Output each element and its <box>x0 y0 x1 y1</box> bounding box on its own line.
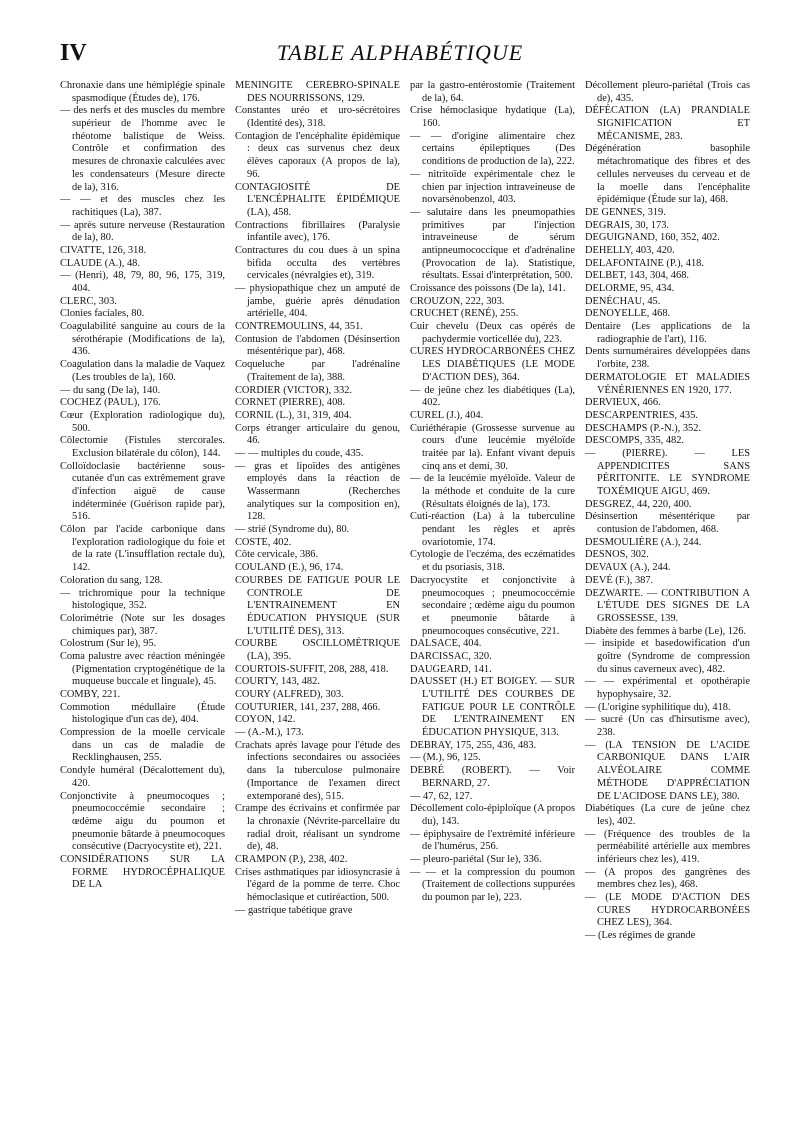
index-entry: CONSIDÉRATIONS SUR LA FORME HYDROCÉPHALIQUE DE LA <box>60 853 225 891</box>
index-entry: — épiphysaire de l'extrémité inférieure de l'humérus, 256. <box>410 828 575 853</box>
index-entry: Conjonctivite à pneumocoques ; pneumococcémie secondaire ; œdème aigu du poumon et pneumonie bâtarde à pneumocoques consécutive (Dacryocystite et), 221. <box>60 790 225 853</box>
index-entry: DERMATOLOGIE ET MALADIES VÉNÉRIENNES EN 1920, 177. <box>585 371 750 396</box>
index-entry: Côlectomie (Fistules stercorales. Exclusion bilatérale du côlon), 144. <box>60 435 225 459</box>
index-entry: DENOYELLE, 468. <box>585 308 671 320</box>
index-entry: CRAMPON (P.), 238, 402. <box>235 853 348 865</box>
index-entry: CLERC, 303. <box>60 295 117 307</box>
index-entry: DÉFÉCATION (LA) PRANDIALE SIGNIFICATION ET MÉCANISME, 283. <box>585 105 750 142</box>
index-entry: CORNIL (L.), 31, 319, 404. <box>235 409 352 421</box>
index-entry: — 47, 62, 127. <box>410 790 473 802</box>
index-entry: Coloration du sang, 128. <box>60 574 163 586</box>
index-entry: DENÉCHAU, 45. <box>585 295 661 307</box>
page-number: IV <box>60 40 87 66</box>
index-entry: COUTURIER, 141, 237, 288, 466. <box>235 701 381 713</box>
index-entry: CLAUDE (A.), 48. <box>60 257 140 269</box>
index-entry: DAUGEARD, 141. <box>410 663 492 675</box>
index-entry: Coagulabilité sanguine au cours de la sérothérapie (Modifications de la), 436. <box>60 321 225 358</box>
index-entry: Contractions fibrillaires (Paralysie infantile avec), 176. <box>235 219 400 244</box>
index-entry: COURTOIS-SUFFIT, 208, 288, 418. <box>235 663 389 675</box>
index-column-1 <box>60 80 225 1140</box>
index-entry: DESNOS, 302. <box>585 549 649 561</box>
index-entry: — (PIERRE). — LES APPENDICITES SANS PÉRITONITE. LE SYNDROME TOXÉMIQUE AIGU, 469. <box>585 447 750 497</box>
index-entry: — — multiples du coude, 435. <box>235 447 364 459</box>
index-entry: Corps étranger articulaire du genou, 46. <box>235 422 400 447</box>
index-entry: COURBES DE FATIGUE POUR LE CONTROLE DE L'ENTRAINEMENT EN ÉDUCATION PHYSIQUE (SUR L'UTILITÉ DES), 313. <box>235 574 400 637</box>
index-entry: CUREL (J.), 404. <box>410 409 484 421</box>
index-entry: — du sang (De la), 140. <box>60 384 161 396</box>
index-entry: — de la leucémie myéloïde. Valeur de la méthode et conduite de la cure (Résultats éloignés de la), 173. <box>410 473 575 510</box>
index-entry: Commotion médullaire (Étude histologique d'un cas de), 404. <box>60 701 225 726</box>
index-entry: Diabète des femmes à barbe (Le), 126. <box>585 625 746 637</box>
index-entry: DELAFONTAINE (P.), 418. <box>585 257 704 269</box>
index-entry: CIVATTE, 126, 318. <box>60 244 147 256</box>
index-entry: — insipide et basedowification d'un goître (Syndrome de compression du sinus caverneux avec), 482. <box>585 638 750 675</box>
index-entry: DEZWARTE. — CONTRIBUTION A L'ÉTUDE DES SIGNES DE LA GROSSESSE, 139. <box>585 587 750 624</box>
index-column-4 <box>585 80 750 1140</box>
index-entry: COURTY, 143, 482. <box>235 676 320 688</box>
page-header <box>60 40 740 72</box>
index-entry: DESGREZ, 44, 220, 400. <box>585 498 692 510</box>
index-entry: Cœur (Exploration radiologique du), 500. <box>60 409 225 434</box>
index-entry: Désinsertion mésentérique par contusion de l'abdomen, 468. <box>585 511 750 536</box>
index-entry: Contusion de l'abdomen (Désinsertion mésentérique par), 468. <box>235 333 400 358</box>
index-entry: Crises asthmatiques par idiosyncrasie à l'égard de la pomme de terre. Choc hémoclasique et cutiréaction, 500. <box>235 866 400 903</box>
index-entry: DEGUIGNAND, 160, 352, 402. <box>585 232 720 244</box>
index-entry: par la gastro-entérostomie (Traitement de la), 64. <box>410 80 575 104</box>
index-entry: — — et la compression du poumon (Traitement de collections suppurées du poumon par le), 223. <box>410 866 575 903</box>
index-entry: — (A propos des gangrènes des membres chez les), 468. <box>585 866 750 891</box>
index-entry: DEGRAIS, 30, 173. <box>585 219 669 231</box>
index-entry: DEBRAY, 175, 255, 436, 483. <box>410 739 537 751</box>
index-entry: — gras et lipoïdes des antigènes employés dans la réaction de Wassermann (Recherches analytiques sur la composition en), 128. <box>235 460 400 523</box>
index-entry: Croissance des poissons (De la), 141. <box>410 283 566 294</box>
index-entry: DAUSSET (H.) ET BOIGEY. — SUR L'UTILITÉ DES COURBES DE FATIGUE POUR LE CONTRÔLE DE L'ENTRAINEMENT EN ÉDUCATION PHYSIQUE, 313. <box>410 676 575 739</box>
index-entry: — (A.-M.), 173. <box>235 727 304 739</box>
index-entry: — (Fréquence des troubles de la perméabilité artérielle aux membres inférieurs chez les), 419. <box>585 828 750 865</box>
index-entry: Coqueluche par l'adrénaline (Traitement de la), 388. <box>235 359 400 383</box>
index-column-3 <box>410 80 575 1140</box>
index-entry: CRUCHET (RENÉ), 255. <box>410 308 519 320</box>
index-entry: COURY (ALFRED), 303. <box>235 689 344 700</box>
index-entry: — strié (Syndrome du), 80. <box>235 524 350 536</box>
index-entry: Coagulation dans la maladie de Vaquez (Les troubles de la), 160. <box>60 359 225 383</box>
index-entry: Décollement pleuro-pariétal (Trois cas de), 435. <box>585 80 750 104</box>
index-entry: — (LA TENSION DE L'ACIDE CARBONIQUE DANS L'AIR ALVÉOLAIRE COMME MÉTHODE D'APPRÉCIATION DE L'ACIDOSE DANS LE), 380. <box>585 739 750 802</box>
index-column-2 <box>235 80 400 1140</box>
index-entry: DESCARPENTRIES, 435. <box>585 409 698 421</box>
index-entry: Côte cervicale, 386. <box>235 549 319 561</box>
index-entry: DEVAUX (A.), 244. <box>585 562 671 574</box>
index-entry: DELBET, 143, 304, 468. <box>585 270 689 282</box>
index-entry: MÉNINGITE CÉRÉBRO-SPINALE DES NOURRISSONS, 129. <box>235 80 400 104</box>
index-entry: DESCHAMPS (P.-N.), 352. <box>585 422 702 434</box>
index-entry: Dacryocystite et conjonctivite à pneumocoques ; pneumococcémie secondaire ; œdème aigu du poumon et pneumonie bâtarde à pneumocoques consécutive, 221. <box>410 574 575 637</box>
index-entry: — après suture nerveuse (Restauration de la), 80. <box>60 219 225 244</box>
index-entry: DEHELLY, 403, 420. <box>585 244 675 256</box>
index-entry: CURES HYDROCARBONÉES CHEZ LES DIABÉTIQUES (LE MODE D'ACTION DES), 364. <box>410 346 575 383</box>
index-entry: — des nerfs et des muscles du membre supérieur de l'homme avec le rhéotome balistique de Weiss. Contrôle et confirmation des mesures de chronaxie calculées avec les condensateurs (Mesure directe de la), 316. <box>60 105 225 193</box>
index-entry: — pleuro-pariétal (Sur le), 336. <box>410 853 542 865</box>
index-entry: DEVÉ (F.), 387. <box>585 574 654 586</box>
index-entry: Compression de la moelle cervicale dans un cas de maladie de Recklinghausen, 255. <box>60 727 225 764</box>
index-entry: COYON, 142. <box>235 714 296 726</box>
index-entry: COMBY, 221. <box>60 689 121 700</box>
index-entry: Diabétiques (La cure de jeûne chez les), 402. <box>585 803 750 827</box>
index-entry: Dents surnuméraires développées dans l'orbite, 238. <box>585 346 750 371</box>
index-entry: DARCISSAC, 320. <box>410 650 492 662</box>
index-entry: Cuir chevelu (Deux cas opérés de pachydermie vorticellée du), 223. <box>410 321 575 345</box>
index-entry: Crampe des écrivains et confirmée par la chronaxie (Névrite-parcellaire du radial droit, réalisant un syndrome de), 48. <box>235 803 400 853</box>
index-entry: CONTREMOULINS, 44, 351. <box>235 321 363 333</box>
index-entry: Crachats après lavage pour l'étude des infections secondaires ou associées dans la tuberculose pulmonaire (Importance de l'examen direct extemporané des), 515. <box>235 739 400 802</box>
index-entry: Contractures du cou dues à un spina bifida occulta des vertèbres cervicales (névralgies et), 319. <box>235 244 400 282</box>
index-entry: COURBE OSCILLOMÉTRIQUE (LA), 395. <box>235 638 400 662</box>
index-entry: — — d'origine alimentaire chez certains épileptiques (Des conditions de production de la), 222. <box>410 130 575 168</box>
index-entry: Cytologie de l'eczéma, des eczématides et du psoriasis, 318. <box>410 549 575 574</box>
index-entry: CORNET (PIERRE), 408. <box>235 397 346 409</box>
index-entry: Chronaxie dans une hémiplégie spinale spasmodique (Études de), 176. <box>60 80 225 104</box>
index-entry: DEBRÉ (ROBERT). — Voir BERNARD, 27. <box>410 765 575 789</box>
index-entry: Constantes uréo et uro-sécrétoires (Identité des), 318. <box>235 105 400 130</box>
index-entry: DE GENNES, 319. <box>585 206 666 218</box>
index-entry: Clonies faciales, 80. <box>60 308 145 320</box>
index-entry: — trichromique pour la technique histologique, 352. <box>60 587 225 612</box>
index-entry: Curiéthérapie (Grossesse survenue au cours d'une leucémie myéloïde traitée par la). Enfant vivant depuis cinq ans et demi, 30. <box>410 422 575 472</box>
index-columns <box>60 80 750 1140</box>
index-entry: Décollement colo-épiploïque (A propos du), 143. <box>410 803 575 827</box>
index-entry: — (LE MODE D'ACTION DES CURES HYDROCARBONÉES CHEZ LES), 364. <box>585 892 750 929</box>
index-entry: — nitritoïde expérimentale chez le chien par injection intraveineuse de novarsénobenzol, 403. <box>410 168 575 206</box>
index-entry: Contagion de l'encéphalite épidémique : deux cas survenus chez deux élèves caporaux (A propos de la), 96. <box>235 130 400 180</box>
index-entry: CROUZON, 222, 303. <box>410 295 505 307</box>
index-entry: Colloïdoclasie bactérienne sous-cutanée d'un cas extrêmement grave d'infection aiguë de cause indéterminée (Guérison rapide par), 516. <box>60 460 225 523</box>
index-entry: — salutaire dans les pneumopathies primitives par l'injection intraveineuse de sérum antipneumococcique et d'adrénaline (Provocation de la). Statistique, résultats. Essai d'interprétation, 500. <box>410 206 575 282</box>
index-entry: — — expérimental et opothérapie hypophysaire, 32. <box>585 676 750 700</box>
index-entry: COSTE, 402. <box>235 536 292 548</box>
index-entry: — physiopathique chez un amputé de jambe, guérie après dénudation artérielle, 404. <box>235 283 400 320</box>
index-entry: Cuti-réaction (La) à la tuberculine pendant les règles et après ovariotomie, 174. <box>410 511 575 548</box>
index-entry: Dentaire (Les applications de la radiographie de l'art), 116. <box>585 321 750 345</box>
index-entry: Colorimétrie (Note sur les dosages chimiques par), 387. <box>60 612 225 637</box>
index-entry: COULAND (E.), 96, 174. <box>235 562 344 574</box>
index-entry: — (Les régimes de grande <box>585 930 696 942</box>
index-entry: Crise hémoclasique hydatique (La), 160. <box>410 105 575 130</box>
index-entry: Coma palustre avec réaction méningée (Pigmentation cryptogénétique de la muqueuse buccale et linguale), 45. <box>60 650 225 688</box>
index-entry: Colostrum (Sur le), 95. <box>60 638 157 650</box>
index-entry: DESCOMPS, 335, 482. <box>585 435 685 447</box>
index-entry: DESMOULIÈRE (A.), 244. <box>585 536 702 548</box>
index-entry: — gastrique tabétique grave <box>235 904 353 916</box>
index-entry: DERVIEUX, 466. <box>585 397 661 409</box>
index-entry: — (L'origine syphilitique du), 418. <box>585 701 731 713</box>
index-entry: — sucré (Un cas d'hirsutisme avec), 238. <box>585 714 750 739</box>
index-entry: DELORME, 95, 434. <box>585 283 675 294</box>
index-entry: COCHEZ (PAUL), 176. <box>60 397 161 409</box>
index-entry: — (Henri), 48, 79, 80, 96, 175, 319, 404. <box>60 270 225 294</box>
index-entry: CONTAGIOSITÉ DE L'ENCÉPHALITE ÉPIDÉMIQUE (LA), 458. <box>235 181 400 218</box>
index-entry: — (M.), 96, 125. <box>410 752 481 764</box>
index-entry: — — et des muscles chez les rachitiques (La), 387. <box>60 194 225 218</box>
index-entry: — de jeûne chez les diabétiques (La), 402. <box>410 384 575 409</box>
index-entry: CORDIER (VICTOR), 332. <box>235 384 352 396</box>
index-entry: Côlon par l'acide carbonique dans l'exploration radiologique du foie et de la rate (L'insufflation rectale du), 142. <box>60 524 225 574</box>
index-entry: DALSACE, 404. <box>410 638 482 650</box>
running-title: TABLE ALPHABÉTIQUE <box>276 40 524 65</box>
index-entry: Dégénération basophile métachromatique des fibres et des cellules nerveuses du cerveau et de la moelle dans l'encéphalite épidémique (Étude sur la), 468. <box>585 143 750 206</box>
index-entry: Condyle huméral (Décalottement du), 420. <box>60 765 225 789</box>
